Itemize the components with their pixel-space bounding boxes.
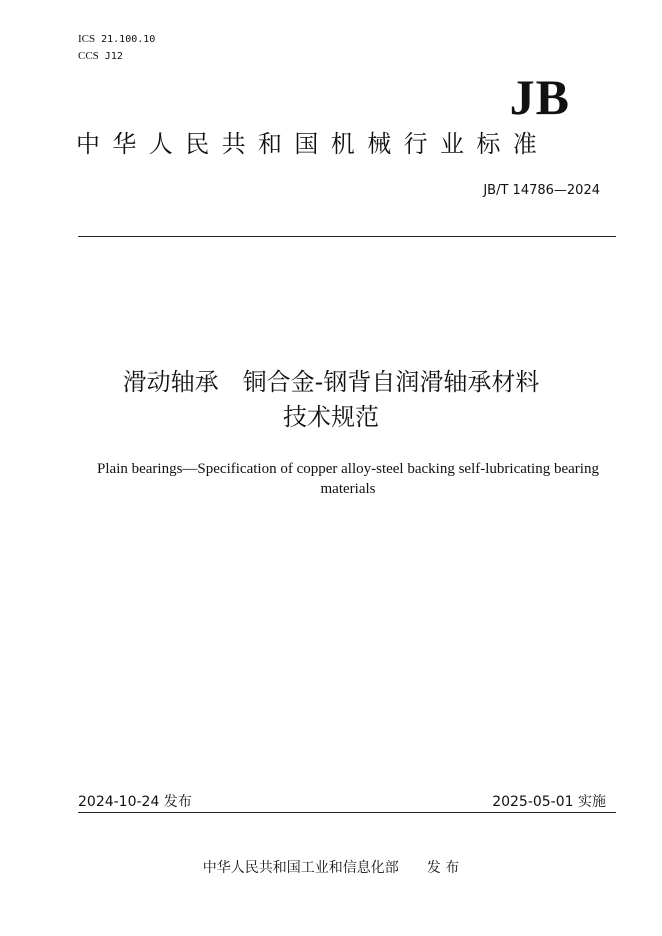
standard-number: JB/T 14786—2024: [483, 183, 600, 198]
cn-title-line1: 滑动轴承 铜合金-钢背自润滑轴承材料: [122, 368, 540, 396]
standard-title: 中华人民共和国机械行业标准: [76, 130, 550, 158]
effective-date: 2025-05-01 实施: [492, 794, 606, 810]
en-title: Plain bearings—Specification of copper alloy-steel backing self-lubricating bearing materials: [97, 461, 599, 497]
ccs-classification: [78, 49, 123, 64]
issue-date: 2024-10-24 发布: [78, 794, 192, 810]
issuing-authority: 中华人民共和国工业和信息化部 发 布: [202, 860, 460, 876]
ics-code: 21.100.10: [101, 34, 156, 45]
header-divider: [78, 236, 616, 237]
cn-title-line2: 技术规范: [283, 403, 379, 431]
ccs-code: J12: [104, 51, 123, 62]
jb-logo: JB: [509, 69, 570, 125]
ics-classification: [78, 32, 155, 47]
ics-label: ICS: [78, 33, 96, 45]
footer-divider: [78, 812, 616, 813]
ccs-label: CCS: [78, 50, 99, 62]
